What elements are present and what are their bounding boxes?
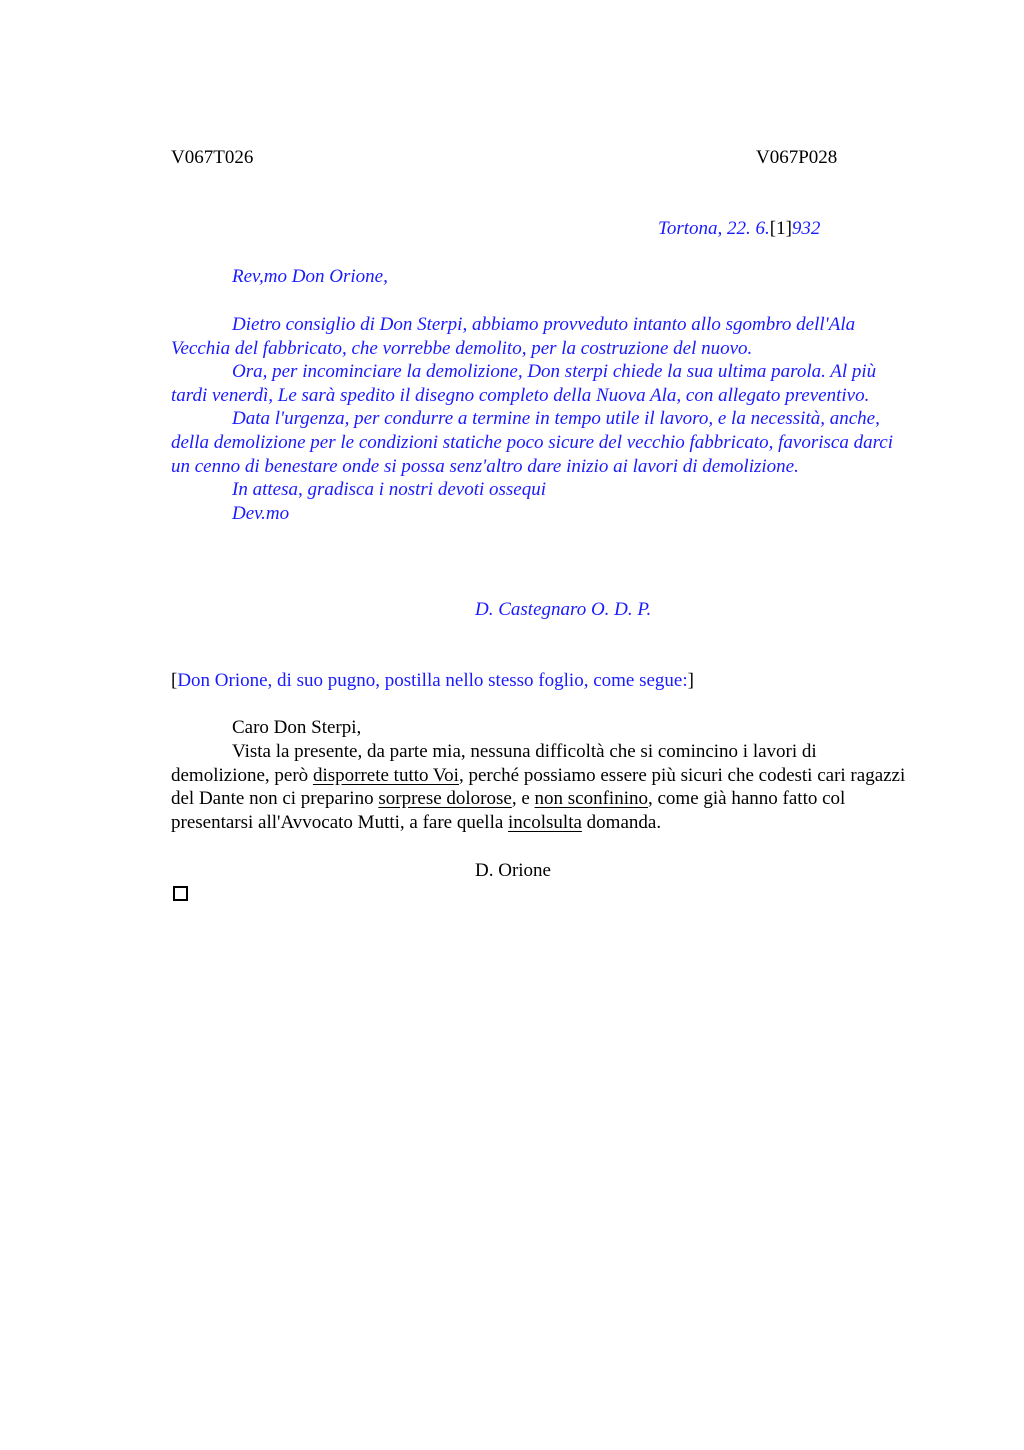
letter-signature: D. Castegnaro O. D. P. bbox=[475, 599, 652, 620]
postscript-text: , e bbox=[511, 788, 535, 810]
letter-body bbox=[171, 313, 916, 525]
postscript-body bbox=[171, 740, 916, 834]
underlined-phrase: sorprese dolorose bbox=[378, 788, 512, 810]
underlined-phrase: incolsulta bbox=[508, 811, 582, 833]
editorial-note bbox=[171, 669, 694, 693]
document-code-right: V067P028 bbox=[756, 147, 838, 168]
date-bracket: [1] bbox=[769, 218, 792, 239]
note-open-bracket: [ bbox=[171, 670, 178, 691]
letter-paragraph: Data l'urgenza, per condurre a termine in tempo utile il lavoro, e la necessità, anche, della demolizione per le condizioni statiche poco sicure del vecchio fabbricato, favorisca darci un cenno di benestare onde si possa senz'altro dare inizio ai lavori di demolizione. bbox=[171, 408, 894, 477]
letter-paragraph: Ora, per incominciare la demolizione, Don sterpi chiede la sua ultima parola. Al più tardi venerdì, Le sarà spedito il disegno completo della Nuova Ala, con allegato preventivo. bbox=[171, 361, 877, 406]
letter-salutation: Rev,mo Don Orione, bbox=[232, 266, 388, 287]
postscript-text: , come già hanno fatto col presentarsi all'Avvocato Mutti, a fare quella bbox=[171, 788, 846, 833]
document-code-left: V067T026 bbox=[171, 147, 254, 168]
postscript-text: domanda. bbox=[581, 811, 662, 833]
postscript-salutation: Caro Don Sterpi, bbox=[232, 717, 362, 738]
postscript-text: , perché possiamo essere più sicuri che codesti cari ragazzi del Dante non ci preparino bbox=[171, 764, 906, 810]
note-text: Don Orione, di suo pugno, postilla nello stesso foglio, come segue: bbox=[177, 670, 688, 691]
letter-closing: In attesa, gradisca i nostri devoti ossequi bbox=[232, 479, 547, 501]
underlined-phrase: disporrete tutto Voi bbox=[312, 764, 459, 786]
letter-closing-devmo: Dev.mo bbox=[232, 502, 290, 524]
postscript-paragraph bbox=[171, 740, 916, 834]
note-close-bracket: ] bbox=[687, 670, 694, 691]
postscript-text: Vista la presente, da parte mia, nessuna difficoltà che si comincino i lavori di demolizione, però bbox=[171, 741, 817, 786]
hollow-square-icon bbox=[173, 886, 188, 901]
letter-date bbox=[658, 217, 820, 241]
postscript-signature: D. Orione bbox=[475, 860, 551, 881]
date-prefix: Tortona, 22. 6. bbox=[658, 218, 770, 239]
underlined-phrase: non sconfinino bbox=[534, 788, 648, 810]
date-suffix: 932 bbox=[791, 218, 821, 239]
letter-paragraph: Dietro consiglio di Don Sterpi, abbiamo provveduto intanto allo sgombro dell'Ala Vecchia del fabbricato, che vorrebbe demolito, per la costruzione del nuovo. bbox=[171, 314, 856, 359]
